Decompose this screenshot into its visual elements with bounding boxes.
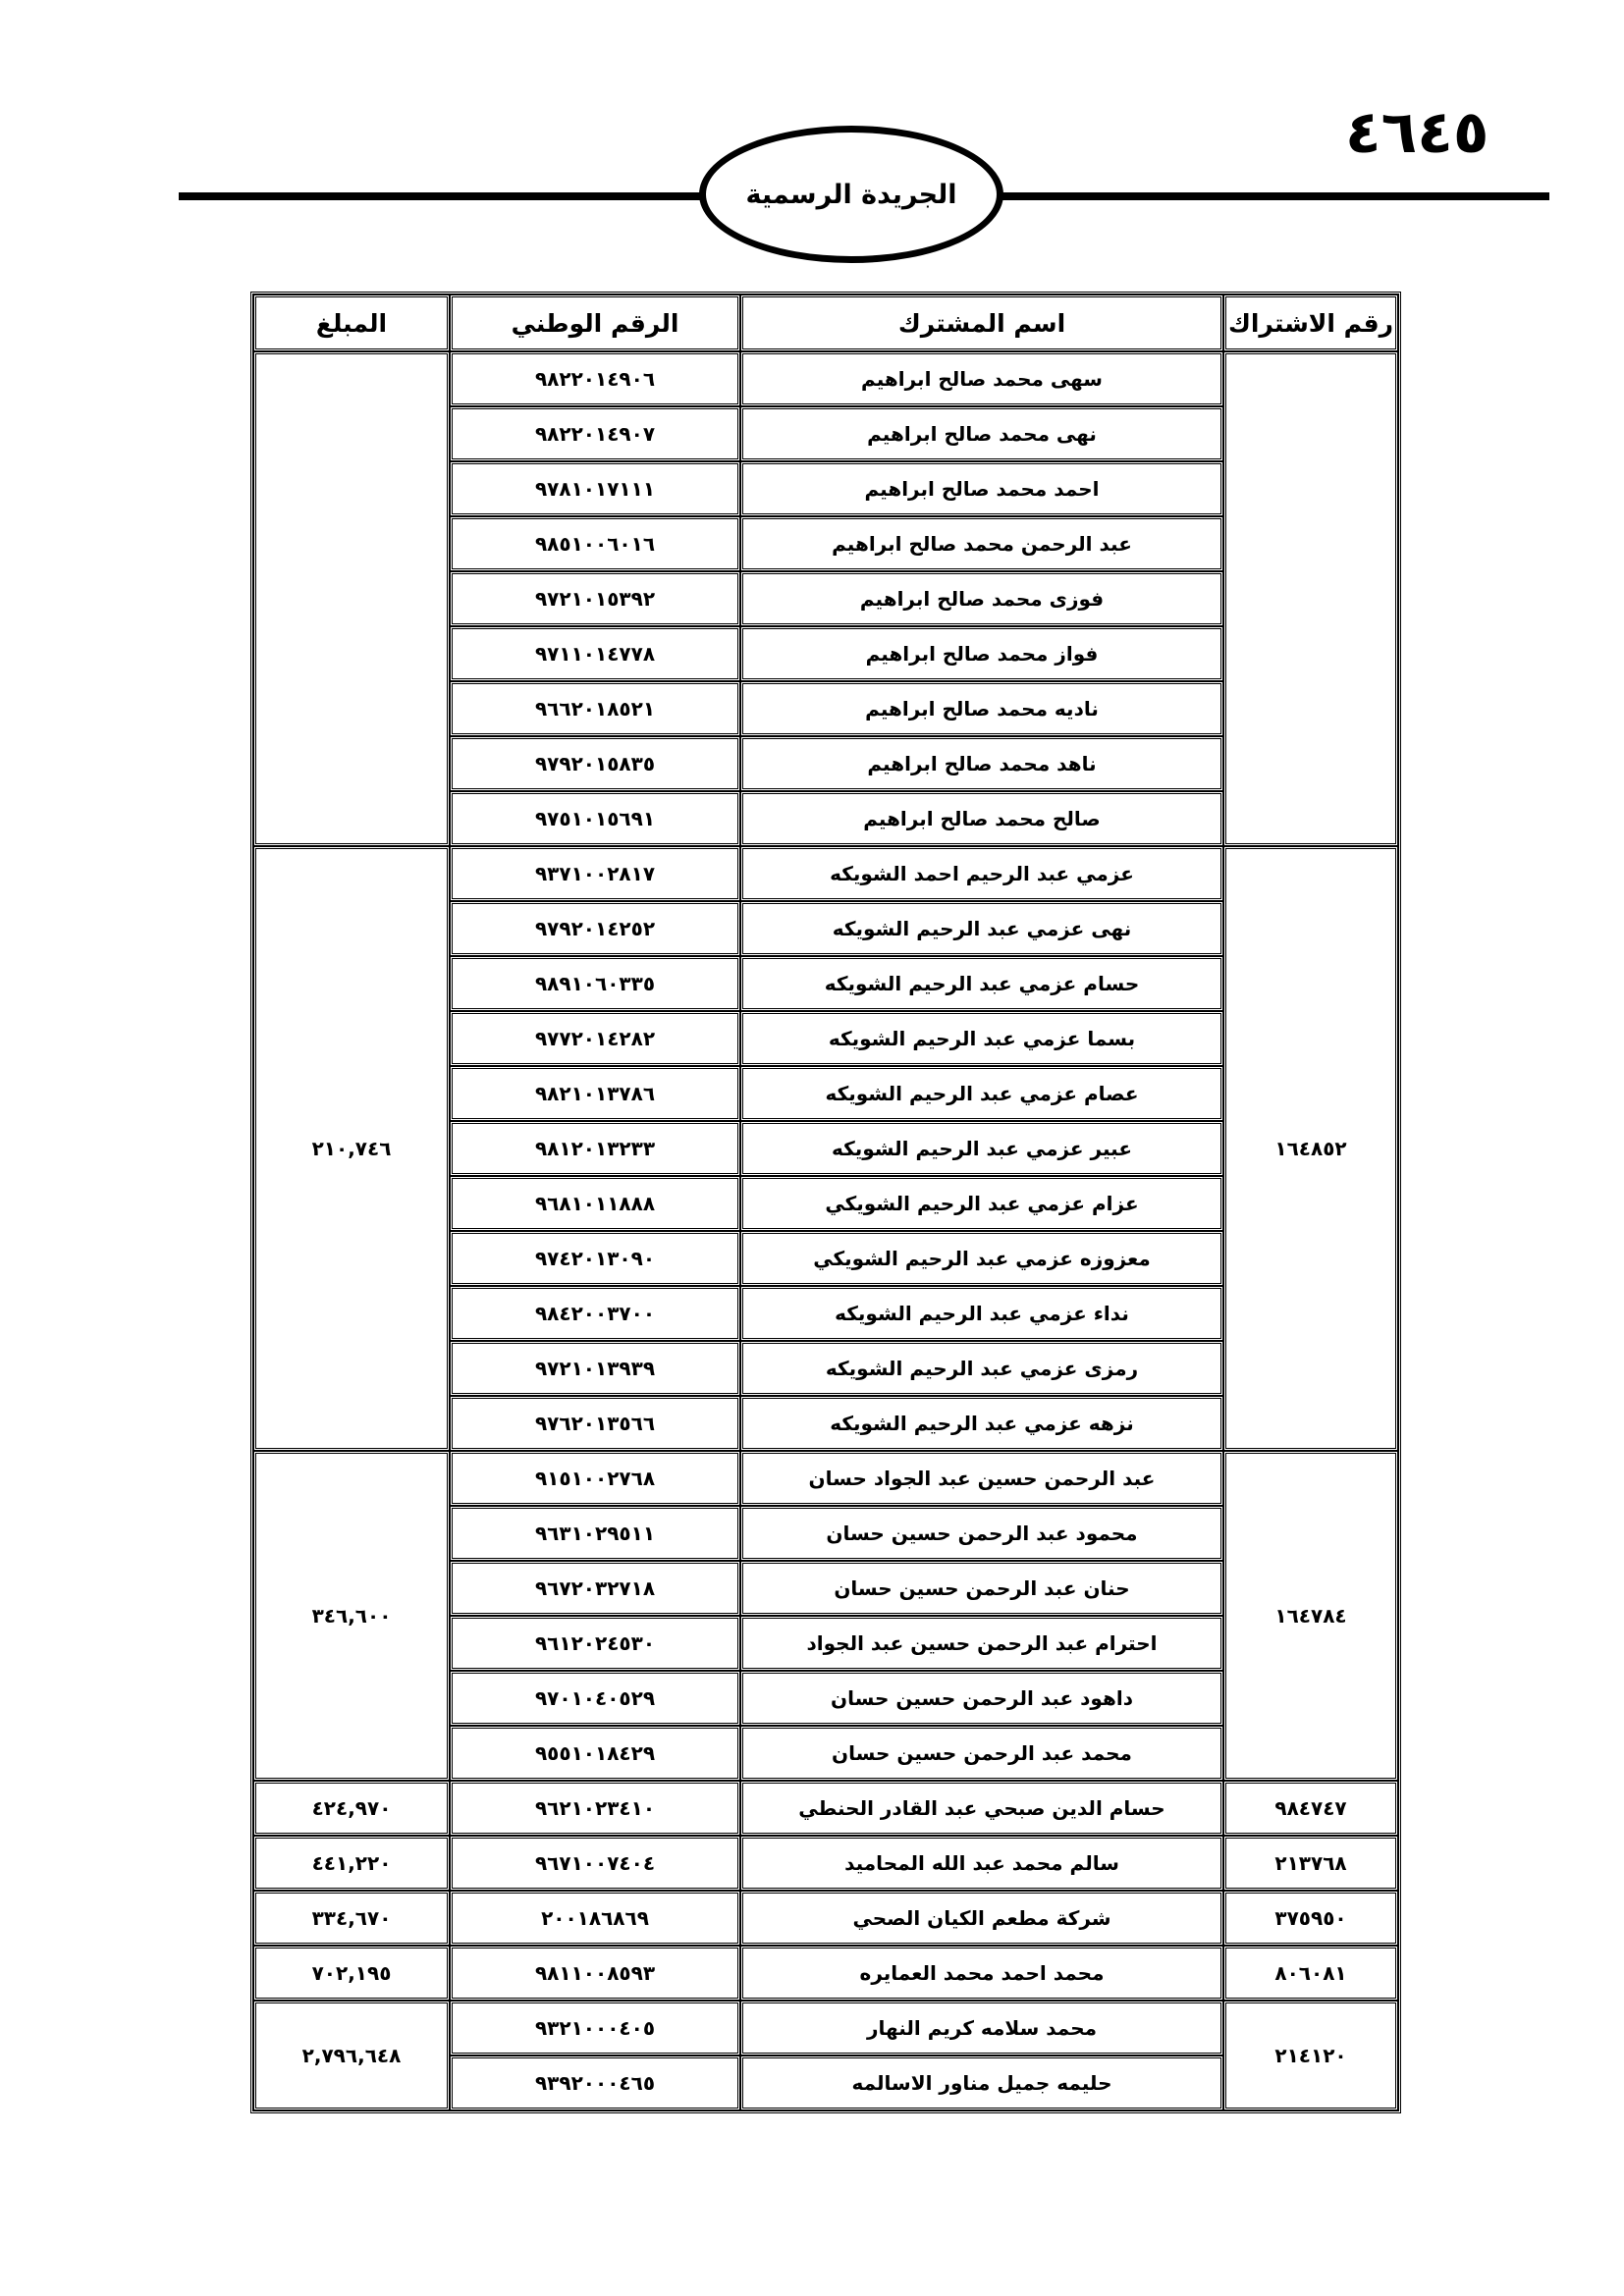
gazette-title-oval [699,126,1003,263]
subscriber-name-cell: حليمه جميل مناور الاسالمه [740,2056,1223,2110]
subscription-number-cell: ١٦٤٧٨٤ [1223,1451,1398,1781]
subscriber-name-cell: عزمي عبد الرحيم احمد الشويكه [740,846,1223,901]
national-id-cell: ٩٧٦٢٠١٣٥٦٦ [450,1396,740,1451]
subscriber-name-cell: فوزى محمد صالح ابراهيم [740,571,1223,626]
subscriber-name-cell: محمود عبد الرحمن حسين حسان [740,1506,1223,1561]
national-id-cell: ٩٨١١٠٠٨٥٩٣ [450,1946,740,2001]
amount-cell: ٤٤١,٢٢٠ [253,1836,450,1891]
gazette-title: الجريدة الرسمية [745,179,957,210]
subscriber-name-cell: محمد سلامه كريم النهار [740,2001,1223,2056]
national-id-cell: ٩٦٨١٠١١٨٨٨ [450,1176,740,1231]
national-id-cell: ٩٧١١٠١٤٧٧٨ [450,626,740,681]
national-id-cell: ٩٨٢٢٠١٤٩٠٧ [450,406,740,461]
national-id-cell: ٩٦٧١٠٠٧٤٠٤ [450,1836,740,1891]
subscriber-name-cell: عبير عزمي عبد الرحيم الشويكه [740,1121,1223,1176]
subscriber-name-cell: حنان عبد الرحمن حسين حسان [740,1561,1223,1616]
national-id-cell: ٩٥٥١٠١٨٤٢٩ [450,1726,740,1781]
national-id-cell: ٩٧٥١٠١٥٦٩١ [450,791,740,846]
amount-cell [253,351,450,846]
subscriber-name-cell: شركة مطعم الكيان الصحي [740,1891,1223,1946]
header-national-id: الرقم الوطني [450,294,740,351]
national-id-cell: ٩٣٢١٠٠٠٤٠٥ [450,2001,740,2056]
national-id-cell: ٩٦٧٢٠٣٢٧١٨ [450,1561,740,1616]
national-id-cell: ٩٣٧١٠٠٢٨١٧ [450,846,740,901]
subscriber-name-cell: عبد الرحمن محمد صالح ابراهيم [740,516,1223,571]
subscriber-name-cell: نزهه عزمي عبد الرحيم الشويكه [740,1396,1223,1451]
subscription-number-cell: ٨٠٦٠٨١ [1223,1946,1398,2001]
national-id-cell: ٩٨٥١٠٠٦٠١٦ [450,516,740,571]
subscriber-name-cell: بسما عزمي عبد الرحيم الشويكه [740,1011,1223,1066]
subscriber-name-cell: احمد محمد صالح ابراهيم [740,461,1223,516]
subscriber-name-cell: رمزى عزمي عبد الرحيم الشويكه [740,1341,1223,1396]
subscription-number-cell: ٣٧٥٩٥٠ [1223,1891,1398,1946]
amount-cell: ٣٣٤,٦٧٠ [253,1891,450,1946]
subscriber-name-cell: نهى عزمي عبد الرحيم الشويكه [740,901,1223,956]
national-id-cell: ٩١٥١٠٠٢٧٦٨ [450,1451,740,1506]
subscriber-name-cell: محمد احمد محمد العمايره [740,1946,1223,2001]
subscriber-name-cell: سهى محمد صالح ابراهيم [740,351,1223,406]
subscriber-name-cell: معزوزه عزمي عبد الرحيم الشويكي [740,1231,1223,1286]
national-id-cell: ٩٧٨١٠١٧١١١ [450,461,740,516]
national-id-cell: ٩٨٩١٠٦٠٣٣٥ [450,956,740,1011]
subscribers-table [250,292,1401,2113]
national-id-cell: ٩٧٧٢٠١٤٢٨٢ [450,1011,740,1066]
amount-cell: ٧٠٢,١٩٥ [253,1946,450,2001]
subscriber-name-cell: داهود عبد الرحمن حسين حسان [740,1671,1223,1726]
subscriber-name-cell: عبد الرحمن حسين عبد الجواد حسان [740,1451,1223,1506]
table-row [253,2001,1398,2056]
header-name: اسم المشترك [740,294,1223,351]
subscription-number-cell [1223,351,1398,846]
subscription-number-cell: ٢١٣٧٦٨ [1223,1836,1398,1891]
subscriber-name-cell: نداء عزمي عبد الرحيم الشويكه [740,1286,1223,1341]
national-id-cell: ٩٧٠١٠٤٠٥٢٩ [450,1671,740,1726]
amount-cell: ٢,٧٩٦,٦٤٨ [253,2001,450,2110]
national-id-cell: ٩٦٢١٠٢٣٤١٠ [450,1781,740,1836]
national-id-cell: ٩٨٢١٠١٣٧٨٦ [450,1066,740,1121]
subscriber-name-cell: محمد عبد الرحمن حسين حسان [740,1726,1223,1781]
national-id-cell: ٩٧٩٢٠١٥٨٣٥ [450,736,740,791]
amount-cell: ٣٤٦,٦٠٠ [253,1451,450,1781]
national-id-cell: ٩٦٣١٠٢٩٥١١ [450,1506,740,1561]
subscriber-name-cell: ناديه محمد صالح ابراهيم [740,681,1223,736]
subscriber-name-cell: ناهد محمد صالح ابراهيم [740,736,1223,791]
table-row [253,1451,1398,1506]
national-id-cell: ٩٧٩٢٠١٤٢٥٢ [450,901,740,956]
page-number: ٤٦٤٥ [1345,98,1489,167]
subscription-number-cell: ٩٨٤٧٤٧ [1223,1781,1398,1836]
national-id-cell: ٩٨٢٢٠١٤٩٠٦ [450,351,740,406]
subscriber-name-cell: عزام عزمي عبد الرحيم الشويكي [740,1176,1223,1231]
national-id-cell: ٩٧٢١٠١٥٣٩٢ [450,571,740,626]
national-id-cell: ٩٦١٢٠٢٤٥٣٠ [450,1616,740,1671]
subscriber-name-cell: فواز محمد صالح ابراهيم [740,626,1223,681]
national-id-cell: ٩٨١٢٠١٣٢٣٣ [450,1121,740,1176]
table-row [253,1891,1398,1946]
subscriber-name-cell: عصام عزمي عبد الرحيم الشويكه [740,1066,1223,1121]
subscriber-name-cell: نهى محمد صالح ابراهيم [740,406,1223,461]
national-id-cell: ٩٧٢١٠١٣٩٣٩ [450,1341,740,1396]
subscriber-name-cell: حسام الدين صبحي عبد القادر الحنطي [740,1781,1223,1836]
subscriber-name-cell: صالح محمد صالح ابراهيم [740,791,1223,846]
table-row [253,1781,1398,1836]
subscriber-name-cell: حسام عزمي عبد الرحيم الشويكه [740,956,1223,1011]
national-id-cell: ٩٦٦٢٠١٨٥٢١ [450,681,740,736]
national-id-cell: ٩٣٩٢٠٠٠٤٦٥ [450,2056,740,2110]
table-header-row [253,294,1398,351]
table-row [253,1946,1398,2001]
national-id-cell: ٢٠٠١٨٦٨٦٩ [450,1891,740,1946]
subscriber-name-cell: سالم محمد عبد الله المحاميد [740,1836,1223,1891]
amount-cell: ٢١٠,٧٤٦ [253,846,450,1451]
national-id-cell: ٩٧٤٢٠١٣٠٩٠ [450,1231,740,1286]
table-row [253,1836,1398,1891]
table-row [253,351,1398,406]
header-amount: المبلغ [253,294,450,351]
subscriber-name-cell: احترام عبد الرحمن حسين عبد الجواد [740,1616,1223,1671]
subscription-number-cell: ٢١٤١٢٠ [1223,2001,1398,2110]
national-id-cell: ٩٨٤٢٠٠٣٧٠٠ [450,1286,740,1341]
subscription-number-cell: ١٦٤٨٥٢ [1223,846,1398,1451]
header-subscription: رقم الاشتراك [1223,294,1398,351]
amount-cell: ٤٢٤,٩٧٠ [253,1781,450,1836]
table-row [253,846,1398,901]
